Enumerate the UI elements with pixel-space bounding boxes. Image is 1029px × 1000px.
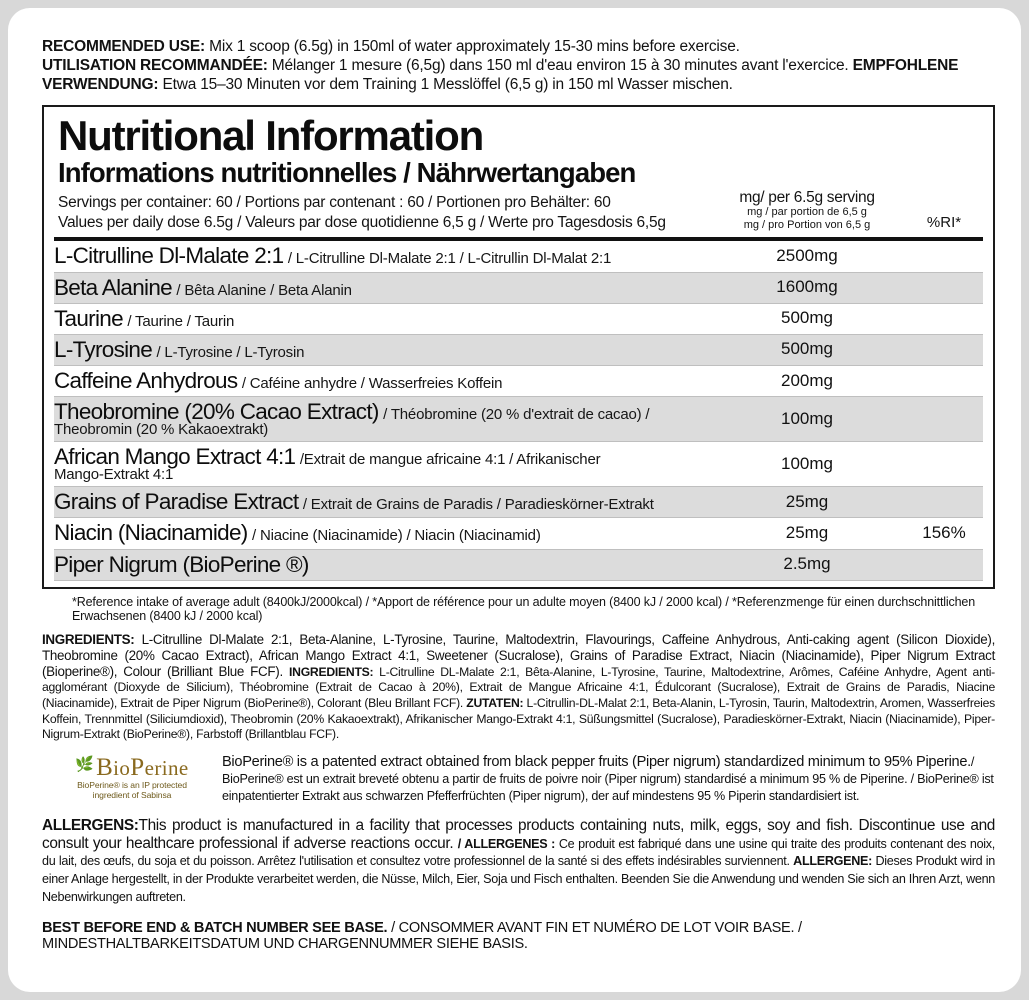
row-name-cell xyxy=(54,272,709,303)
ingredients-text-en: L-Citrulline Dl-Malate 2:1, Beta-Alanine, L-Tyrosine, Taurine, Maltodextrin, Flavourings, Caffeine Anhydrous, Anti-caking agent (Silicon Dioxide), Theobromine (20% Cacao Extract), African Mango Extract 4:1, Sweetener (Sucralose), Grains of Paradise Extract, Niacin (Niacinamide), Piper Nigrum Extract (Bioperine®), Colour (Brilliant Blue FCF). xyxy=(42,632,995,679)
row-name-en: Niacin (Niacinamide) xyxy=(54,520,248,546)
row-name-translations: /Extrait de mangue africaine 4:1 / Afrikanischer xyxy=(299,451,601,469)
row-name-en: African Mango Extract 4:1 xyxy=(54,444,296,470)
row-ri xyxy=(905,334,983,365)
row-amount: 25mg xyxy=(709,518,905,549)
row-name-translations: / Bêta Alanine / Beta Alanin xyxy=(176,281,352,299)
row-ri xyxy=(905,272,983,303)
bioperine-logo-tagline xyxy=(42,781,222,801)
allergens-text-en: This product is manufactured in a facility that processes products containing nuts, milk, eggs, soy and fish. Discontinue use and consult your healthcare professional if adverse reactions occur. xyxy=(42,816,995,852)
bioperine-description xyxy=(222,753,995,805)
row-name-en: Caffeine Anhydrous xyxy=(54,368,238,394)
row-name-cell xyxy=(54,241,709,272)
row-name-en: Grains of Paradise Extract xyxy=(54,489,299,515)
table-row xyxy=(54,442,983,487)
row-ri xyxy=(905,241,983,272)
row-name-en: Beta Alanine xyxy=(54,274,172,300)
row-amount: 100mg xyxy=(709,442,905,487)
row-amount: 2.5mg xyxy=(709,549,905,580)
bioperine-text-en: BioPerine® is a patented extract obtained from black pepper fruits (Piper nigrum) standardized minimum to 95% Piperine. xyxy=(222,753,971,770)
row-name-second-line: Mango-Extrakt 4:1 xyxy=(54,466,174,484)
row-name-cell xyxy=(54,334,709,365)
allergens-label-de: ALLERGENE: xyxy=(793,854,873,869)
leaf-icon: 🌿 xyxy=(75,755,95,773)
table-row xyxy=(54,549,983,580)
row-amount: 200mg xyxy=(709,366,905,397)
row-name-cell xyxy=(54,303,709,334)
recommended-use-text-de: Etwa 15–30 Minuten vor dem Training 1 Messlöffel (6,5 g) in 150 ml Wasser mischen. xyxy=(158,76,733,94)
row-name-cell xyxy=(54,442,709,487)
row-amount: 500mg xyxy=(709,303,905,334)
row-name-wrap xyxy=(54,489,709,514)
nutrition-subtitle: Informations nutritionnelles / Nährwertangaben xyxy=(58,157,636,189)
allergens-label-fr: / ALLERGENES : xyxy=(457,836,556,851)
nutrition-table-body xyxy=(54,241,983,580)
amount-column-header xyxy=(709,189,905,233)
servings-info xyxy=(58,193,709,233)
bioperine-text-de: patentierter Extrakt aus schwarzen Pfefferfrüchten (Piper nigrum), der auf mindestens 95 % Piperin standardisiert ist. xyxy=(238,788,860,803)
row-name-en: Taurine xyxy=(54,305,123,331)
row-name-wrap xyxy=(54,243,709,268)
nutrition-title: Nutritional Information xyxy=(58,112,484,160)
ingredients-paragraph xyxy=(42,632,995,742)
row-name-wrap xyxy=(54,275,709,300)
amount-header-de: mg / pro Portion von 6,5 g xyxy=(743,219,871,232)
row-name-cell xyxy=(54,366,709,397)
allergens-paragraph xyxy=(42,817,995,906)
servings-per-container: Servings per container: 60 / Portions par contenant : 60 / Portionen pro Behälter: 60 xyxy=(58,193,611,211)
row-name-translations: / Caféine anhydre / Wasserfreies Koffein xyxy=(241,375,503,393)
row-name-translations: / Niacine (Niacinamide) / Niacin (Niacinamid) xyxy=(252,527,541,545)
row-name-en: Piper Nigrum (BioPerine ®) xyxy=(54,551,309,577)
nutrition-header-row xyxy=(58,189,983,233)
bioperine-text-fr: / BioPerine® est un extrait breveté obtenu a partir de fruits de poivre noir (Piper nigrum) standardisé a minimum 95 % de Piperine. / BioPerine® ist ein xyxy=(222,754,994,803)
product-label-panel xyxy=(8,8,1021,992)
bioperine-tagline-line1: BioPerine® is an IP protected xyxy=(77,779,187,790)
row-name-second-line: Theobromin (20 % Kakaoextrakt) xyxy=(54,421,269,439)
table-row xyxy=(54,397,983,442)
row-name-wrap xyxy=(54,337,709,362)
amount-header-en: mg/ per 6.5g serving xyxy=(739,189,875,207)
row-name-translations: / Taurine / Taurin xyxy=(127,312,235,330)
recommended-use-label-de-part1: EMPFOHLENE xyxy=(852,57,959,75)
row-ri xyxy=(905,303,983,334)
row-name-cell xyxy=(54,549,709,580)
row-name-en: Theobromine (20% Cacao Extract) xyxy=(54,399,379,425)
table-row xyxy=(54,487,983,518)
best-before-de: / MINDESTHALTBARKEITSDATUM UND CHARGENNUMMER SIEHE BASIS. xyxy=(42,919,802,952)
recommended-use-line-en xyxy=(42,38,995,56)
row-amount: 2500mg xyxy=(709,241,905,272)
row-ri xyxy=(905,366,983,397)
row-name-cell xyxy=(54,487,709,518)
allergens-label-en: ALLERGENS: xyxy=(42,816,139,834)
bioperine-logo-wordmark xyxy=(42,755,222,780)
recommended-use-text-fr: Mélanger 1 mesure (6,5g) dans 150 ml d'eau environ 15 à 30 minutes avant l'exercice. xyxy=(267,57,853,75)
recommended-use-text-en: Mix 1 scoop (6.5g) in 150ml of water approximately 15-30 mins before exercise. xyxy=(205,38,740,55)
table-row xyxy=(54,518,983,549)
table-row xyxy=(54,366,983,397)
row-name-translations: / Théobromine (20 % d'extrait de cacao) / xyxy=(383,406,650,424)
reference-intake-note: *Reference intake of average adult (8400kJ/2000kcal) / *Apport de référence pour un adulte moyen (8400 kJ / 2000 kcal) / *Referenzmenge für einen durchschnittlichen Erwachsenen (8400 kJ / 2000 kcal) xyxy=(72,594,976,624)
row-ri xyxy=(905,442,983,487)
recommended-use-line-fr xyxy=(42,57,995,75)
row-name-translations: / L-Citrulline Dl-Malate 2:1 / L-Citrullin Dl-Malat 2:1 xyxy=(287,250,612,268)
recommended-use-label-fr: UTILISATION RECOMMANDÉE: xyxy=(42,57,268,75)
ingredients-label-fr: INGREDIENTS: xyxy=(289,664,374,679)
recommended-use-block xyxy=(42,38,995,94)
row-amount: 25mg xyxy=(709,487,905,518)
values-per-daily-dose: Values per daily dose 6.5g / Valeurs par dose quotidienne 6,5 g / Werte pro Tagesdosis 6,5g xyxy=(58,213,666,231)
best-before-line xyxy=(42,920,995,952)
bioperine-name: BioPerine xyxy=(96,753,189,781)
ingredients-text-fr: L-Citrulline DL-Malate 2:1, Bêta-Alanine, L-Tyrosine, Taurine, Maltodextrine, Arômes, Caféine Anhydre, Agent anti-agglomérant (Dioxyde de Silicium), Théobromine (Extrait de Cacao à 20%), Extrait de Mangue Africaine 4:1, Édulcorant (Sucralose), Extrait de Grains de Paradis, Niacine (Niacinamide), Extrait de Piper Nigrum (BioPerine®), Colorant (Bleu Brillant FCF). xyxy=(42,664,995,710)
row-amount: 1600mg xyxy=(709,272,905,303)
row-name-wrap xyxy=(54,552,709,577)
row-ri xyxy=(905,397,983,442)
table-row xyxy=(54,303,983,334)
row-amount: 500mg xyxy=(709,334,905,365)
recommended-use-line-de xyxy=(42,76,995,94)
row-name-cell xyxy=(54,518,709,549)
recommended-use-label-de: VERWENDUNG: xyxy=(42,76,159,94)
row-ri: 156% xyxy=(905,518,983,549)
row-name-en: L-Citrulline Dl-Malate 2:1 xyxy=(54,243,284,269)
best-before-en: BEST BEFORE END & BATCH NUMBER SEE BASE. xyxy=(42,919,388,936)
nutrition-table xyxy=(54,241,983,580)
row-name-wrap xyxy=(54,520,709,545)
bioperine-block xyxy=(42,753,995,805)
row-name-en: L-Tyrosine xyxy=(54,336,153,362)
row-name-translations: / L-Tyrosine / L-Tyrosin xyxy=(156,343,305,361)
best-before-fr: / CONSOMMER AVANT FIN ET NUMÉRO DE LOT VOIR BASE. xyxy=(387,919,795,936)
ingredients-label-de: ZUTATEN: xyxy=(466,695,524,710)
nutritional-information-box xyxy=(42,105,995,588)
row-ri xyxy=(905,549,983,580)
bioperine-tagline-line2: ingredient of Sabinsa xyxy=(92,789,172,800)
table-row xyxy=(54,241,983,272)
ingredients-label-en: INGREDIENTS: xyxy=(42,632,135,648)
row-name-wrap xyxy=(54,368,709,393)
row-name-wrap xyxy=(54,306,709,331)
row-name-cell xyxy=(54,397,709,442)
row-name-translations: / Extrait de Grains de Paradis / Paradieskörner-Extrakt xyxy=(302,496,654,514)
bioperine-logo xyxy=(42,753,222,801)
recommended-use-label-en: RECOMMENDED USE: xyxy=(42,38,206,55)
ri-column-header: %RI* xyxy=(926,214,962,232)
row-amount: 100mg xyxy=(709,397,905,442)
allergens-text-fr: Ce produit est fabriqué dans une usine qui traite des produits contenant des noix, du lait, des œufs, du soja et du poisson. Arrêtez l'utilisation et consultez votre professionnel de la santé si des effets indésirables surviennent. xyxy=(42,836,995,869)
amount-header-fr: mg / par portion de 6,5 g xyxy=(747,206,867,219)
table-row xyxy=(54,334,983,365)
table-row xyxy=(54,272,983,303)
allergens-text-de: Dieses Produkt wird in einer Anlage hergestellt, in der Produkte verarbeitet werden, die Nüsse, Milch, Eier, Soja und Fisch enthalten. Beenden Sie die Anwendung und wenden Sie sich an Ihren Arzt, wenn Nebenwirkungen auftreten. xyxy=(42,854,995,905)
row-ri xyxy=(905,487,983,518)
ingredients-text-de: L-Citrullin-DL-Malat 2:1, Beta-Alanin, L-Tyrosin, Taurin, Maltodextrin, Aromen, Wasserfreies Koffein, Trennmittel (Siliciumdioxid), Theobromin (20% Kakaoextrakt), Afrikanischer Mango-Extrakt 4:1, Süßungsmittel (Sucralose), Paradieskörner-Extrakt, Niacin (Niacinamide), Piper-Nigrum-Extrakt (BioPerine®), Farbstoff (Brillantblau FCF). xyxy=(42,695,995,742)
